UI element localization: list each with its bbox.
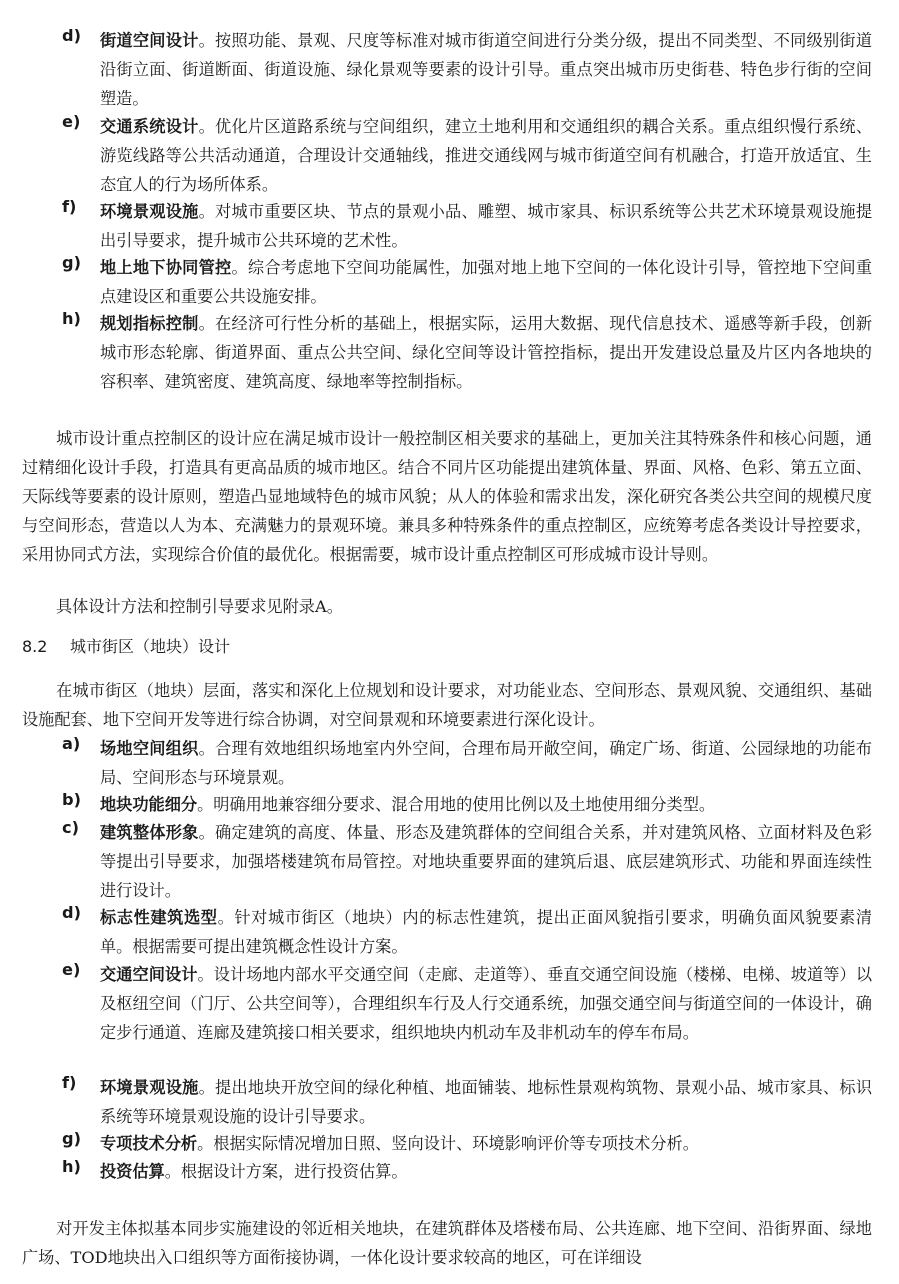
- list-item-label: a): [62, 734, 81, 753]
- list-item-title: 专项技术分析: [100, 1134, 198, 1153]
- list-item-text: 。明确用地兼容细分要求、混合用地的使用比例以及土地使用细分类型。: [197, 795, 716, 814]
- list-item: [62, 903, 872, 961]
- list-item: [62, 253, 872, 311]
- list-item-title: 交通空间设计: [100, 965, 198, 984]
- list-item-text: 。对城市重要区块、节点的景观小品、雕塑、城市家具、标识系统等公共艺术环境景观设施提出引导要求，提升城市公共环境的艺术性。: [100, 202, 873, 250]
- list-item-text: 。综合考虑地下空间功能属性，加强对地上地下空间的一体化设计引导，管控地下空间重点建设区和重要公共设施安排。: [100, 258, 873, 306]
- list-item-title: 环境景观设施: [100, 1078, 199, 1097]
- list-item-label: f): [62, 197, 77, 216]
- list-item-text: 。提出地块开放空间的绿化种植、地面铺装、地标性景观构筑物、景观小品、城市家具、标识系统等环境景观设施的设计引导要求。: [100, 1078, 873, 1126]
- list-item-title: 地上地下协同管控: [100, 258, 232, 277]
- list-item-title: 规划指标控制: [100, 314, 199, 333]
- list-item-label: g): [62, 253, 81, 272]
- list-item-body: [100, 309, 872, 396]
- list-item-title: 标志性建筑选型: [100, 908, 218, 927]
- list-item-label: g): [62, 1129, 81, 1148]
- list-item-label: b): [62, 790, 81, 809]
- list-item: [62, 790, 872, 819]
- list-item-body: [100, 1129, 872, 1158]
- section-heading: [22, 634, 230, 657]
- list-item-label: h): [62, 309, 81, 328]
- list-item-body: [100, 960, 872, 1047]
- list-item-body: [100, 818, 872, 905]
- list-item-title: 地块功能细分: [100, 795, 198, 814]
- list-item: [62, 1157, 872, 1186]
- list-item-label: f): [62, 1073, 77, 1092]
- body-paragraph: [22, 1214, 872, 1272]
- list-item-body: [100, 790, 872, 819]
- list-item-title: 交通系统设计: [100, 117, 199, 136]
- body-paragraph-text: 对开发主体拟基本同步实施建设的邻近相关地块，在建筑群体及塔楼布局、公共连廊、地下空间、沿街界面、绿地广场、TOD地块出入口组织等方面衔接协调，一体化设计要求较高的地区，可在详细设: [22, 1219, 872, 1267]
- body-paragraph: [22, 676, 872, 734]
- list-item-title: 街道空间设计: [100, 31, 199, 50]
- section-title: 城市街区（地块）设计: [70, 637, 231, 656]
- list-item-title: 场地空间组织: [100, 739, 199, 758]
- list-item-label: h): [62, 1157, 81, 1176]
- list-item-text: 。设计场地内部水平交通空间（走廊、走道等）、垂直交通空间设施（楼梯、电梯、坡道等）以及枢纽空间（门厅、公共空间等），合理组织车行及人行交通系统，加强交通空间与街道空间的一体设计，确定步行通道、连廊及建筑接口相关要求，组织地块内机动车及非机动车的停车布局。: [100, 965, 873, 1042]
- list-item-body: [100, 1157, 872, 1186]
- body-paragraph-text: 城市设计重点控制区的设计应在满足城市设计一般控制区相关要求的基础上，更加关注其特殊条件和核心问题，通过精细化设计手段，打造具有更高品质的城市地区。结合不同片区功能提出建筑体量、界面、风格、色彩、第五立面、天际线等要素的设计原则，塑造凸显地域特色的城市风貌；从人的体验和需求出发，深化研究各类公共空间的规模尺度与空间形态，营造以人为本、充满魅力的景观环境。兼具多种特殊条件的重点控制区，应统筹考虑各类设计导控要求，采用协同式方法，实现综合价值的最优化。根据需要，城市设计重点控制区可形成城市设计导则。: [22, 429, 872, 564]
- list-item-body: [100, 903, 872, 961]
- list-item-text: 。确定建筑的高度、体量、形态及建筑群体的空间组合关系，并对建筑风格、立面材料及色彩等提出引导要求，加强塔楼建筑布局管控。对地块重要界面的建筑后退、底层建筑形式、功能和界面连续性进行设计。: [100, 823, 873, 900]
- list-item-title: 投资估算: [100, 1162, 165, 1181]
- list-item-text: 。针对城市街区（地块）内的标志性建筑，提出正面风貌指引要求，明确负面风貌要素清单。根据需要可提出建筑概念性设计方案。: [100, 908, 873, 956]
- list-item-body: [100, 734, 872, 792]
- list-item-body: [100, 26, 872, 113]
- list-item-text: 。根据实际情况增加日照、竖向设计、环境影响评价等专项技术分析。: [197, 1134, 699, 1153]
- list-item-label: d): [62, 903, 81, 922]
- list-item-body: [100, 253, 872, 311]
- list-item-text: 。根据设计方案，进行投资估算。: [164, 1162, 408, 1181]
- list-item: [62, 112, 872, 199]
- list-item: [62, 1129, 872, 1158]
- appendix-note: [22, 592, 872, 621]
- list-item-body: [100, 197, 872, 255]
- list-item: [62, 818, 872, 905]
- body-paragraph-text: 在城市街区（地块）层面，落实和深化上位规划和设计要求，对功能业态、空间形态、景观风貌、交通组织、基础设施配套、地下空间开发等进行综合协调，对空间景观和环境要素进行深化设计。: [22, 681, 872, 729]
- list-item-title: 建筑整体形象: [100, 823, 199, 842]
- list-item: [62, 197, 872, 255]
- body-paragraph: [22, 424, 872, 569]
- list-item: [62, 734, 872, 792]
- list-item-title: 环境景观设施: [100, 202, 199, 221]
- section-number: 8.2: [22, 637, 48, 656]
- list-item-body: [100, 112, 872, 199]
- appendix-note-text: 具体设计方法和控制引导要求见附录A。: [56, 597, 343, 616]
- list-item-text: 。优化片区道路系统与空间组织，建立土地利用和交通组织的耦合关系。重点组织慢行系统、游览线路等公共活动通道，合理设计交通轴线，推进交通线网与城市街道空间有机融合，打造开放适宜、生态宜人的行为场所体系。: [100, 117, 873, 194]
- list-item-text: 。合理有效地组织场地室内外空间，合理布局开敞空间，确定广场、街道、公园绿地的功能布局、空间形态与环境景观。: [100, 739, 873, 787]
- list-item: [62, 1073, 872, 1131]
- list-item-text: 。在经济可行性分析的基础上，根据实际，运用大数据、现代信息技术、遥感等新手段，创新城市形态轮廓、街道界面、重点公共空间、绿化空间等设计管控指标，提出开发建设总量及片区内各地块的容积率、建筑密度、建筑高度、绿地率等控制指标。: [100, 314, 873, 391]
- list-item: [62, 960, 872, 1047]
- list-item-text: 。按照功能、景观、尺度等标准对城市街道空间进行分类分级，提出不同类型、不同级别街道沿街立面、街道断面、街道设施、绿化景观等要素的设计引导。重点突出城市历史街巷、特色步行街的空间塑造。: [100, 31, 873, 108]
- list-item: [62, 309, 872, 396]
- list-item-label: d): [62, 26, 81, 45]
- list-item-label: e): [62, 960, 81, 979]
- list-item-label: e): [62, 112, 81, 131]
- list-item-label: c): [62, 818, 79, 837]
- list-item: [62, 26, 872, 113]
- list-item-body: [100, 1073, 872, 1131]
